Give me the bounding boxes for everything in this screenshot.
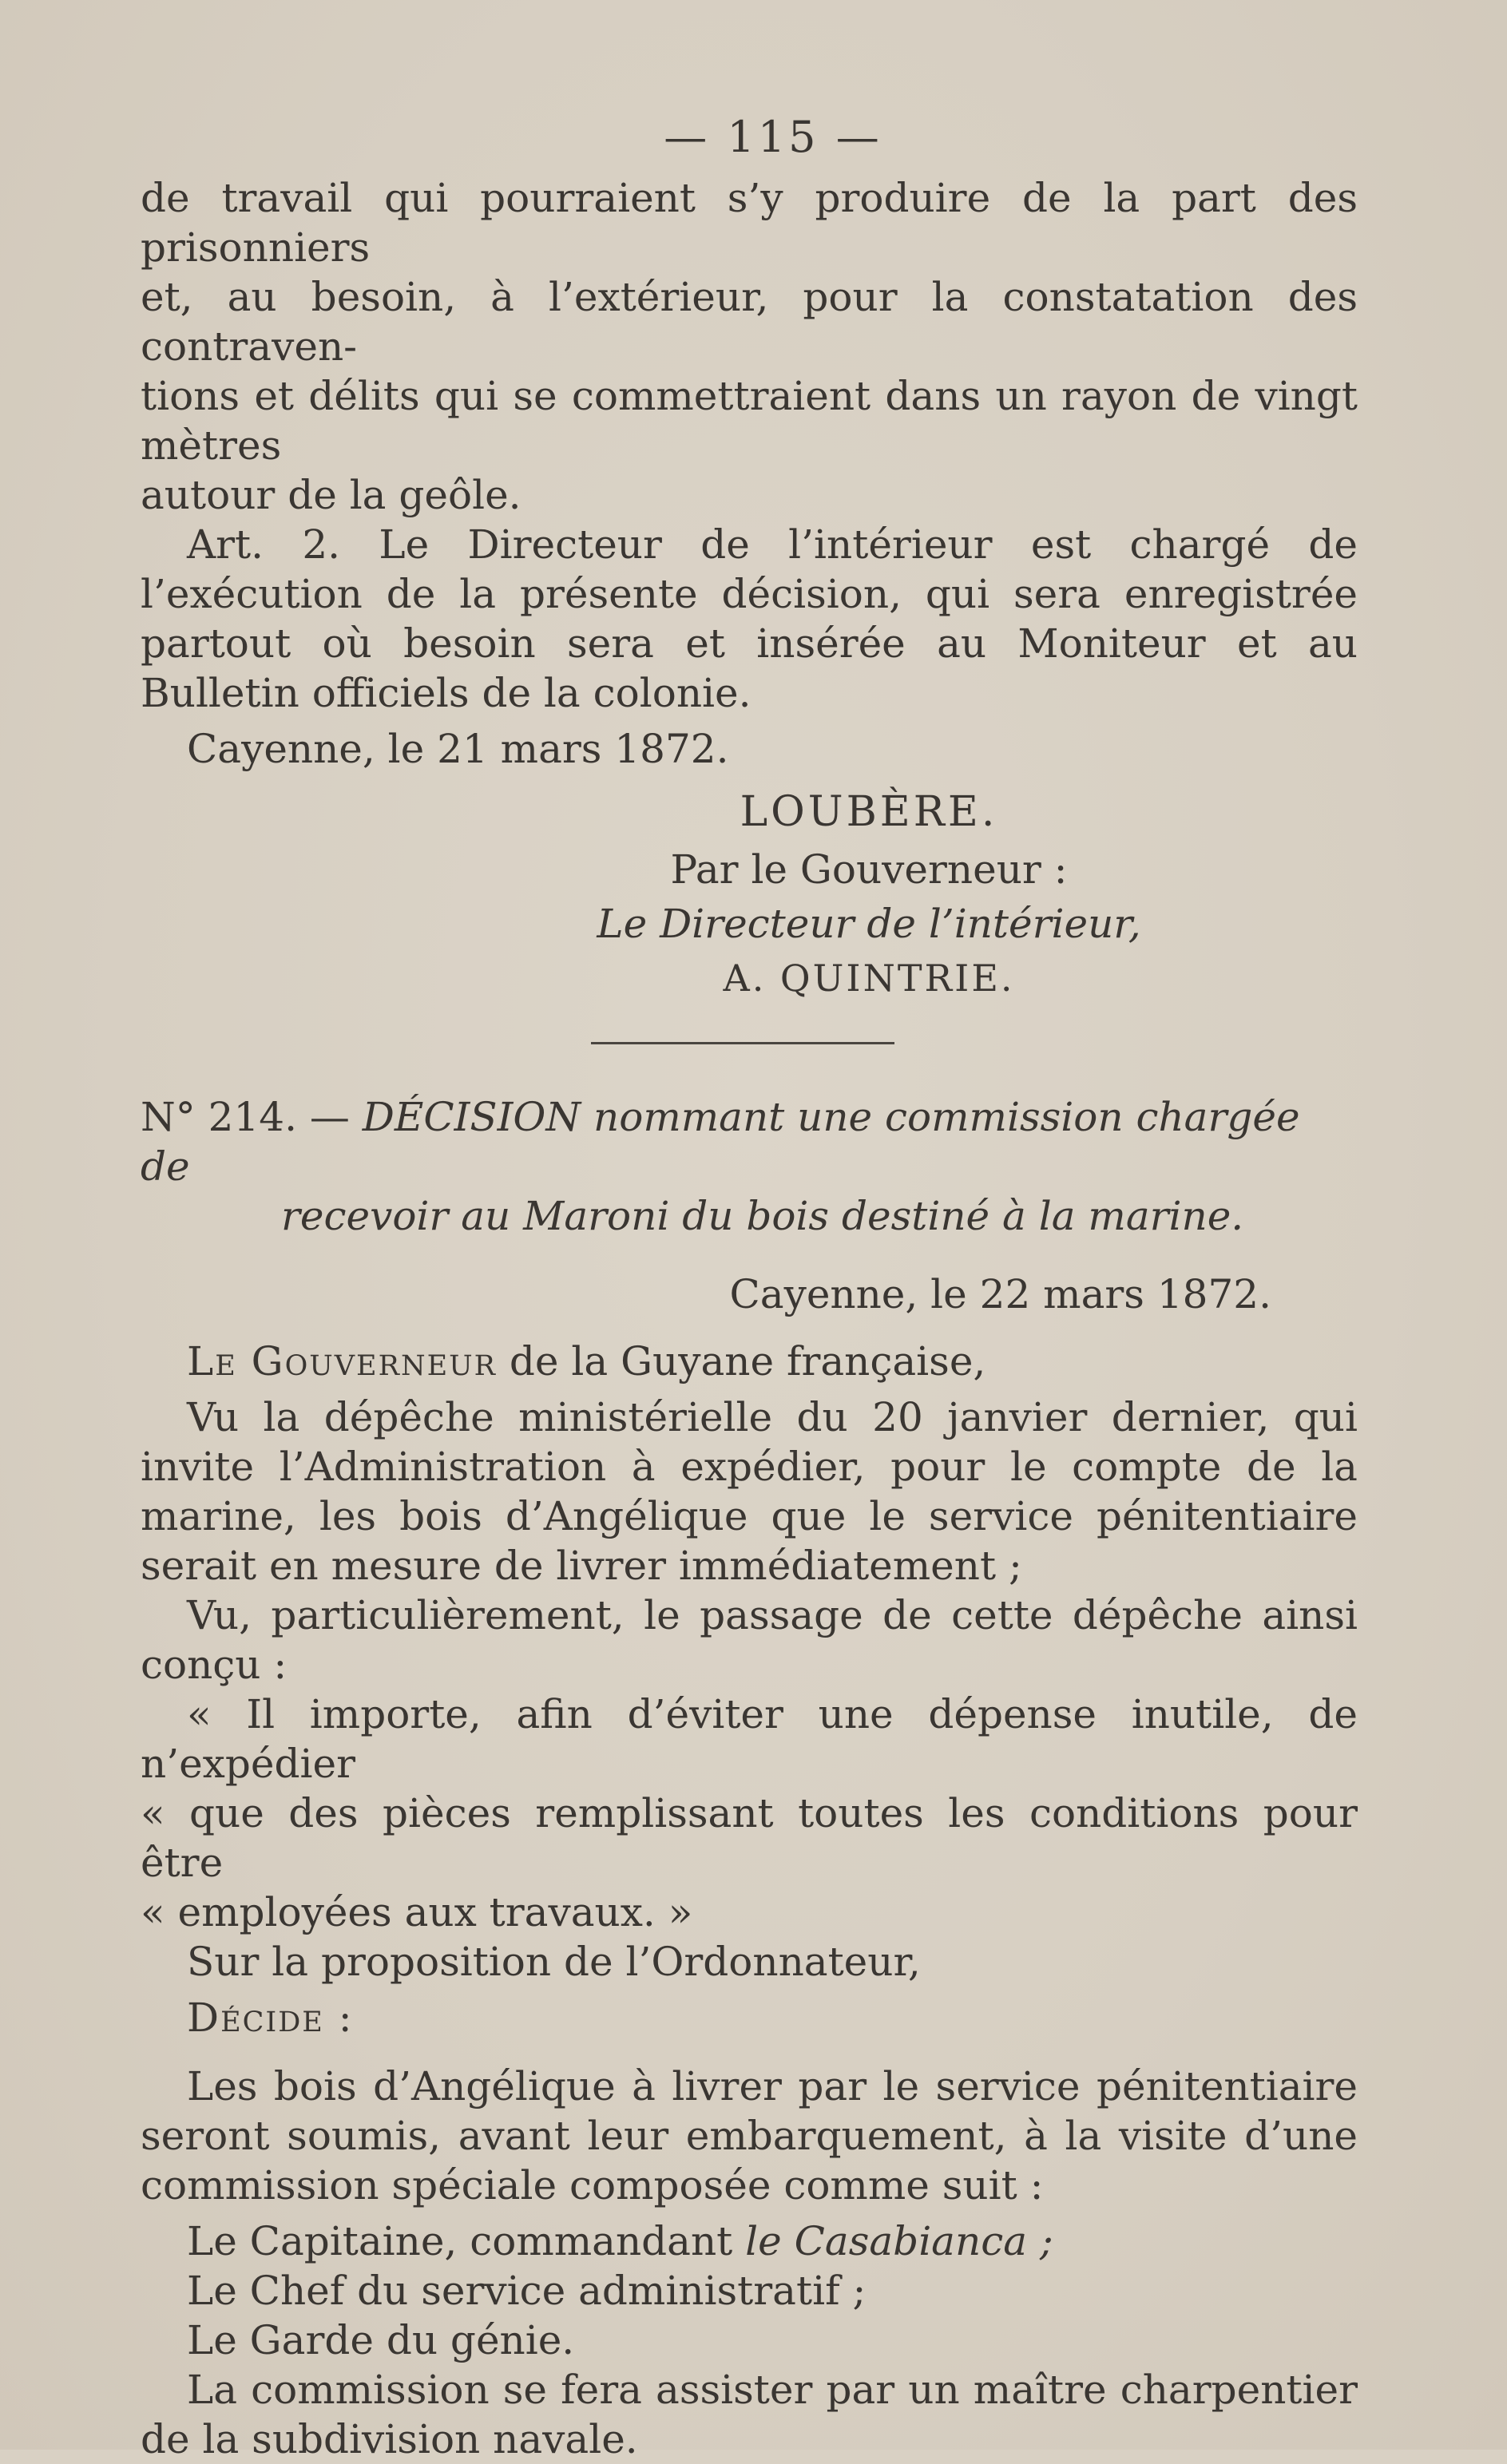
place-date-2: Cayenne, le 22 mars 1872. bbox=[729, 1271, 1271, 1317]
quote-line-3: « employées aux travaux. » bbox=[141, 1889, 693, 1935]
member-1-prefix: Le Capitaine, commandant bbox=[187, 2218, 746, 2264]
governor-rest: de la Guyane française, bbox=[496, 1338, 986, 1385]
governor-title: Le Gouverneur bbox=[187, 1338, 497, 1385]
continuation-line-4: autour de la geôle. bbox=[141, 472, 522, 518]
quote-line-1: « Il importe, afin d’éviter une dépense inutile, de n’expédier bbox=[141, 1691, 1358, 1787]
member-1 bbox=[141, 2216, 1358, 2266]
continuation-line-1: de travail qui pourraient s’y produire de la part des prisonniers bbox=[141, 175, 1358, 271]
decision-number: N° 214. — bbox=[141, 1094, 350, 1140]
continuation-line-2: et, au besoin, à l’extérieur, pour la constatation des contraven- bbox=[141, 274, 1358, 370]
vu-paragraph-2: Vu, particulièrement, le passage de cette dépêche ainsi conçu : bbox=[141, 1592, 1358, 1688]
decision-body: Les bois d’Angélique à livrer par le service pénitentiaire seront soumis, avant leur embarquement, à la visite d’une commission spéciale composée comme suit : bbox=[141, 2063, 1358, 2208]
article-2: Art. 2. Le Directeur de l’intérieur est chargé de l’exécution de la présente décision, qui sera enregistrée partout où besoin sera et insérée au Moniteur et au Bulletin officiels de la colonie. bbox=[141, 521, 1358, 716]
signature-name: LOUBÈRE. bbox=[740, 788, 998, 836]
signature-title: Le Directeur de l’intérieur, bbox=[597, 901, 1141, 947]
closing-paragraph: La commission se fera assister par un maître charpentier de la subdivision navale. bbox=[141, 2367, 1358, 2462]
decide-heading bbox=[141, 1993, 1358, 2042]
vu-paragraph-1: Vu la dépêche ministérielle du 20 janvier dernier, qui invite l’Administration à expédier, pour le compte de la marine, les bois d’Angélique que le service pénitentiaire serait en mesure de livrer immédiatement ; bbox=[141, 1394, 1358, 1589]
place-date-1: Cayenne, le 21 mars 1872. bbox=[187, 726, 729, 772]
continuation-line-3: tions et délits qui se commettraient dans un rayon de vingt mètres bbox=[141, 373, 1358, 469]
section-divider bbox=[591, 1042, 894, 1044]
page-content bbox=[141, 112, 1358, 2464]
decision-heading bbox=[141, 1092, 1358, 1241]
page-number: — 115 — bbox=[664, 112, 882, 162]
decision-title-line-2: recevoir au Maroni du bois destiné à la marine. bbox=[281, 1193, 1244, 1239]
signature-name-2: A. QUINTRIE. bbox=[723, 957, 1015, 1000]
decision-title-line-1: DÉCISION nommant une commission chargée de bbox=[141, 1094, 1300, 1190]
quote-line-2: « que des pièces remplissant toutes les conditions pour être bbox=[141, 1790, 1358, 1886]
signature-by: Par le Gouverneur : bbox=[670, 846, 1068, 893]
member-2: Le Chef du service administratif ; bbox=[187, 2268, 867, 2314]
member-1-ship: le Casabianca ; bbox=[745, 2218, 1053, 2264]
sur-proposition: Sur la proposition de l’Ordonnateur, bbox=[187, 1939, 921, 1985]
signature-block bbox=[380, 785, 1358, 1005]
member-3: Le Garde du génie. bbox=[187, 2317, 575, 2363]
decide-label: Décide : bbox=[187, 1995, 354, 2041]
governor-line bbox=[141, 1337, 1358, 1386]
